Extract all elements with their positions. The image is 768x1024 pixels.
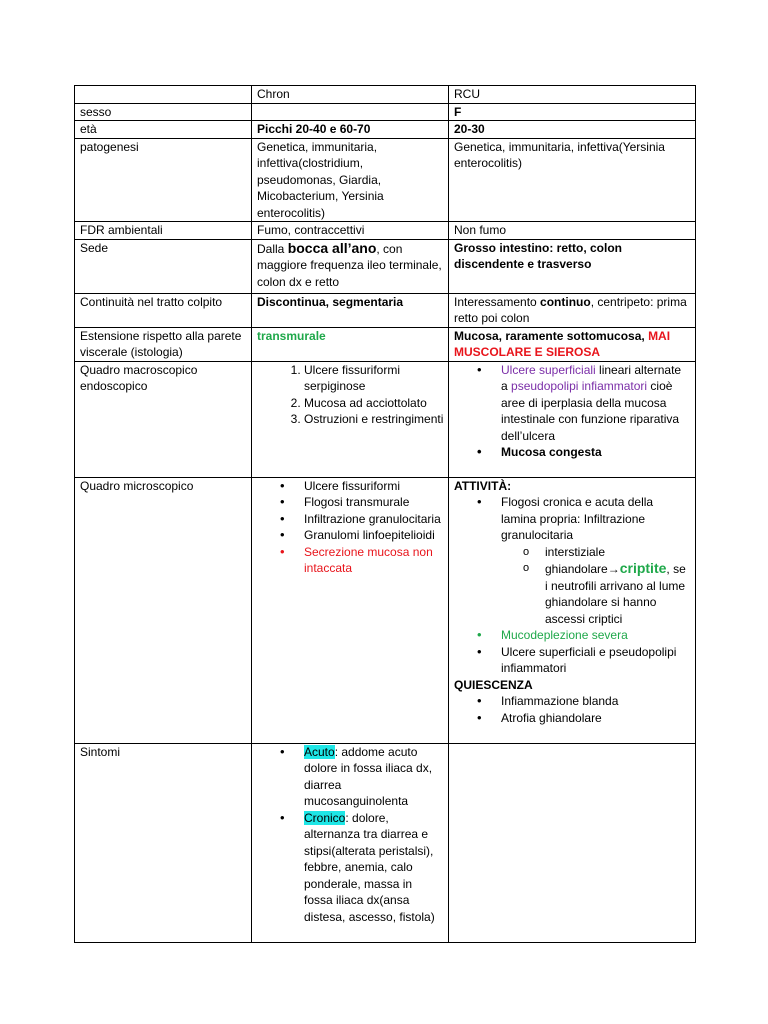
sintomi-chron-list [257, 744, 444, 926]
row-label-patogenesi: patogenesi [75, 138, 252, 222]
sintomi-rcu [449, 743, 696, 942]
row-label-micro: Quadro microscopico [75, 477, 252, 743]
continuita-chron: Discontinua, segmentaria [252, 293, 449, 327]
row-label-macro: Quadro macroscopico endoscopico [75, 361, 252, 477]
list-item: 3. Ostruzioni e restringimenti [304, 411, 444, 428]
macro-rcu-mid: lineari alternate a [501, 362, 682, 393]
table-row-macro [75, 361, 696, 477]
table-row-header [75, 86, 696, 104]
row-label-continuita: Continuità nel tratto colpito [75, 293, 252, 327]
sintomi-chron [252, 743, 449, 942]
table-row-sintomi [75, 743, 696, 942]
continuita-rcu [449, 293, 696, 327]
sintomi-acuto-text: : addome acuto dolore in fossa iliaca dx, diarrea mucosanguinolenta [304, 744, 433, 808]
estensione-rcu [449, 327, 696, 361]
macro-chron-list [257, 362, 444, 428]
table-row-sede [75, 239, 696, 293]
list-item: • Mucosa congesta [501, 444, 691, 461]
table-row-micro [75, 477, 696, 743]
sede-chron [252, 239, 449, 293]
fdr-chron: Fumo, contraccettivi [252, 222, 449, 240]
header-empty-cell [75, 86, 252, 104]
row-label-sede: Sede [75, 239, 252, 293]
row-label-sesso: sesso [75, 103, 252, 121]
patogenesi-chron: Genetica, immunitaria, infettiva(clostridium, pseudomonas, Giardia, Micobacterium, Yersinia enterocolitis) [252, 138, 449, 222]
sesso-chron [252, 103, 449, 121]
continuita-rcu-strong: continuo [540, 294, 591, 309]
list-item [304, 744, 444, 810]
row-label-estensione: Estensione rispetto alla parete viscerale (istologia) [75, 327, 252, 361]
patogenesi-rcu: Genetica, immunitaria, infettiva(Yersinia enterocolitis) [449, 138, 696, 222]
micro-rcu-attivita: ATTIVITÀ: [454, 478, 512, 493]
estensione-chron: transmurale [252, 327, 449, 361]
micro-rcu-flogosi: Flogosi cronica e acuta della lamina propria: Infiltrazione granulocitaria [501, 495, 654, 542]
micro-rcu-quiescenza: QUIESCENZA [454, 677, 533, 692]
table-row-continuita [75, 293, 696, 327]
list-item: 1. Ulcere fissuriformi serpiginose [304, 362, 444, 395]
header-rcu: RCU [449, 86, 696, 104]
macro-rcu-list [454, 362, 691, 461]
micro-chron [252, 477, 449, 743]
table-row-estensione [75, 327, 696, 361]
macro-rcu-purple1: Ulcere superficiali [501, 362, 596, 377]
estensione-rcu-pre: Mucosa, raramente sottomucosa, [454, 328, 649, 343]
continuita-rcu-post: , centripeto: prima retto poi colon [454, 294, 687, 325]
table-row-fdr [75, 222, 696, 240]
list-item: • Flogosi transmurale [304, 494, 444, 511]
eta-rcu: 20-30 [449, 121, 696, 139]
micro-chron-list [257, 478, 444, 577]
sede-chron-post: , con maggiore frequenza ileo terminale, colon dx e retto [257, 241, 442, 289]
list-item [545, 560, 691, 627]
macro-rcu [449, 361, 696, 477]
header-chron: Chron [252, 86, 449, 104]
micro-rcu-qlist [454, 693, 691, 726]
eta-chron: Picchi 20-40 e 60-70 [252, 121, 449, 139]
micro-rcu-list [454, 494, 691, 677]
list-item [501, 362, 691, 445]
fdr-rcu: Non fumo [449, 222, 696, 240]
table-row-sesso [75, 103, 696, 121]
estensione-rcu-red: MAI MUSCOLARE E SIEROSA [454, 328, 671, 359]
list-item: • Mucodeplezione severa [501, 627, 691, 644]
micro-rcu-sub2-post: , se i neutrofili arrivano al lume ghiandolare si hanno ascessi criptici [545, 562, 686, 626]
list-item: • Atrofia ghiandolare [501, 710, 691, 727]
macro-rcu-purple2: pseudopolipi infiammatori [511, 379, 648, 393]
table-row-eta [75, 121, 696, 139]
list-item [501, 494, 691, 627]
list-item [304, 810, 444, 926]
list-item: 2. Mucosa ad acciottolato [304, 395, 444, 412]
macro-rcu-post: cioè aree di iperplasia della mucosa intestinale con funzione riparativa dell’ulcera [501, 379, 680, 443]
comparison-table [74, 85, 696, 943]
sintomi-acuto-label: Acuto [304, 744, 335, 759]
macro-chron [252, 361, 449, 477]
sede-chron-big: bocca all’ano [287, 239, 377, 256]
list-item: • Ulcere fissuriformi [304, 478, 444, 495]
row-label-eta: età [75, 121, 252, 139]
list-item: • Granulomi linfoepitelioidi [304, 527, 444, 544]
micro-rcu [449, 477, 696, 743]
list-item: o interstiziale [545, 544, 691, 561]
list-item: • Secrezione mucosa non intaccata [304, 544, 444, 577]
sesso-rcu: F [449, 103, 696, 121]
sintomi-cronico-label: Cronico [304, 810, 346, 825]
sintomi-cronico-text: : dolore, alternanza tra diarrea e stipsi(alterata peristalsi), febbre, anemia, calo ponderale, massa in fossa iliaca dx(ansa distesa, ascesso, fistola) [304, 810, 435, 924]
arrow-right-icon: → [607, 562, 620, 576]
list-item: • Ulcere superficiali e pseudopolipi infiammatori [501, 644, 691, 677]
list-item: • Infiammazione blanda [501, 693, 691, 710]
row-label-fdr: FDR ambientali [75, 222, 252, 240]
micro-rcu-sublist [501, 544, 691, 628]
micro-rcu-criptite: criptite [619, 560, 667, 576]
continuita-rcu-pre: Interessamento [454, 294, 541, 309]
sede-chron-pre: Dalla [257, 241, 288, 256]
sede-rcu: Grosso intestino: retto, colon discendente e trasverso [449, 239, 696, 293]
row-label-sintomi: Sintomi [75, 743, 252, 942]
micro-rcu-sub2-pre: ghiandolare [545, 562, 608, 576]
list-item: • Infiltrazione granulocitaria [304, 511, 444, 528]
table-row-patogenesi [75, 138, 696, 222]
